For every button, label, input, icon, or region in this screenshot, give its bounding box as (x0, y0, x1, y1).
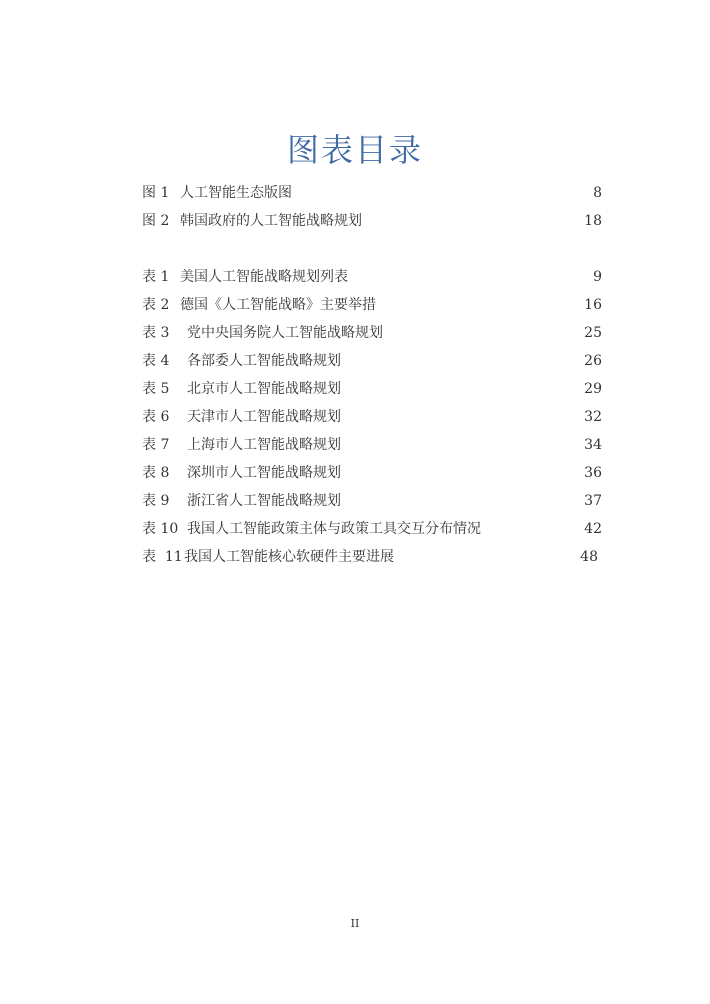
toc-entry-table-7[interactable] (142, 433, 602, 457)
toc-entry-figure-2[interactable] (142, 209, 602, 233)
entry-label: 表 1 (142, 269, 170, 285)
entry-title: 各部委人工智能战略规划 (187, 353, 341, 369)
entry-page-number: 18 (584, 213, 602, 229)
toc-entry-table-5[interactable] (142, 377, 602, 401)
entry-title: 深圳市人工智能战略规划 (187, 465, 341, 481)
entry-title: 德国《人工智能战略》主要举措 (180, 297, 376, 313)
toc-entry-table-4[interactable] (142, 349, 602, 373)
entry-page-number: 42 (584, 521, 602, 537)
toc-entry-table-11[interactable] (142, 545, 598, 569)
entry-label: 表 9 (142, 493, 170, 509)
toc-entry-table-6[interactable] (142, 405, 602, 429)
toc-entry-table-8[interactable] (142, 461, 602, 485)
entry-label: 表 11 (142, 549, 183, 565)
entry-page-number: 29 (584, 381, 602, 397)
entry-page-number: 25 (584, 325, 602, 341)
entry-title: 浙江省人工智能战略规划 (187, 493, 341, 509)
entry-label: 表 2 (142, 297, 170, 313)
page-title: 图表目录 (286, 131, 423, 169)
entry-title: 我国人工智能核心软硬件主要进展 (184, 549, 394, 565)
entry-label: 图 1 (142, 185, 170, 201)
entry-page-number: 37 (584, 493, 602, 509)
entry-title: 党中央国务院人工智能战略规划 (187, 325, 383, 341)
entry-page-number: 9 (593, 269, 602, 285)
entry-label: 表 10 (142, 521, 179, 537)
toc-entry-table-2[interactable] (142, 293, 602, 317)
toc-entry-table-1[interactable] (142, 265, 602, 289)
toc-entry-table-10[interactable] (142, 517, 602, 541)
toc-entry-table-3[interactable] (142, 321, 602, 345)
entry-label: 表 4 (142, 353, 170, 369)
entry-page-number: 34 (584, 437, 602, 453)
entry-label: 表 3 (142, 325, 170, 341)
entry-title: 韩国政府的人工智能战略规划 (180, 213, 362, 229)
entry-label: 图 2 (142, 213, 170, 229)
footer-page-number: II (350, 917, 360, 930)
entry-page-number: 16 (584, 297, 602, 313)
entry-label: 表 8 (142, 465, 170, 481)
toc-entry-table-9[interactable] (142, 489, 602, 513)
entry-title: 美国人工智能战略规划列表 (180, 269, 348, 285)
toc-entry-figure-1[interactable] (142, 181, 602, 205)
entry-page-number: 26 (584, 353, 602, 369)
entry-title: 我国人工智能政策主体与政策工具交互分布情况 (187, 521, 481, 537)
entry-page-number: 32 (584, 409, 602, 425)
entry-page-number: 8 (593, 185, 602, 201)
entry-title: 天津市人工智能战略规划 (187, 409, 341, 425)
entry-label: 表 6 (142, 409, 170, 425)
entry-title: 上海市人工智能战略规划 (187, 437, 341, 453)
entry-label: 表 5 (142, 381, 170, 397)
entry-page-number: 36 (584, 465, 602, 481)
entry-label: 表 7 (142, 437, 170, 453)
entry-title: 北京市人工智能战略规划 (187, 381, 341, 397)
entry-page-number: 48 (580, 549, 598, 565)
entry-title: 人工智能生态版图 (180, 185, 292, 201)
